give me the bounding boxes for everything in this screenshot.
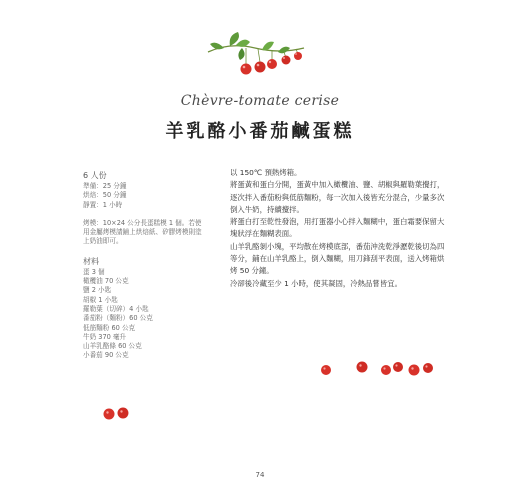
tomato-vine-illustration xyxy=(200,30,310,90)
ingredient-item: 鹽 2 小匙 xyxy=(83,286,112,295)
ingredients-heading: 材料 xyxy=(83,256,99,266)
tomato-row-right xyxy=(321,362,433,376)
recipe-subtitle: Chèvre-tomate cerise xyxy=(180,93,340,109)
tomato-pair-left xyxy=(104,408,129,420)
ingredient-item: 山羊乳酪條 60 公克 xyxy=(83,342,142,351)
ingredient-item: 牛奶 370 毫升 xyxy=(83,332,127,341)
page-number: 74 xyxy=(255,471,265,479)
ingredient-item: 蛋 3 個 xyxy=(83,267,105,276)
step-paragraph: 以 150℃ 預熱烤箱。 xyxy=(230,168,302,177)
step-paragraph: 冷卻後冷藏至少 1 小時，使其凝固，冷熱品嘗皆宜。 xyxy=(230,278,402,288)
servings: 6 人份 xyxy=(83,171,107,180)
step-paragraph: 將蛋黃和蛋白分開，蛋黃中加入橄欖油、鹽、胡椒與羅勒葉攪打，逐次拌入番茄粉與低筋麵粉，每一次加入後皆充分混合，少量多次倒入牛奶，持續攪拌。 xyxy=(230,180,445,214)
recipe-meta-column xyxy=(83,170,203,361)
ingredient-item: 胡椒 1 小匙 xyxy=(83,295,118,304)
rest-time: 靜置：1 小時 xyxy=(83,200,123,209)
recipe-steps-column xyxy=(230,167,445,290)
ingredient-item: 羅勒葉（切碎）4 小匙 xyxy=(83,304,149,313)
bake-time: 烘焙：50 分鐘 xyxy=(83,191,127,200)
ingredient-item: 低筋麵粉 60 公克 xyxy=(83,323,136,332)
recipe-title: 羊乳酪小番茄鹹蛋糕 xyxy=(165,121,355,142)
prep-time: 準備：25 分鐘 xyxy=(83,182,127,190)
ingredient-item: 小番茄 90 公克 xyxy=(83,351,129,360)
ingredient-item: 番茄粉（麵粉）60 公克 xyxy=(83,314,153,323)
step-paragraph: 將蛋白打至乾性發泡，用打蛋器小心拌入麵糊中，蛋白霜要保留大塊狀浮在麵糊表面。 xyxy=(230,217,445,239)
step-paragraph: 山羊乳酪剝小塊，平均散在烤模底部，番茄沖洗乾淨瀝乾後切為四等分，鋪在山羊乳酪上，倒入麵糊，用刀鋒刮平表面，送入烤箱烘烤 50 分鐘。 xyxy=(230,241,445,276)
ingredient-item: 橄欖油 70 公克 xyxy=(83,277,129,286)
pan-note: 烤模：10×24 公分長蛋糕模 1 個。若使用金屬烤模請鋪上烘焙紙、矽膠烤模則塗上奶油即可。 xyxy=(83,218,202,246)
